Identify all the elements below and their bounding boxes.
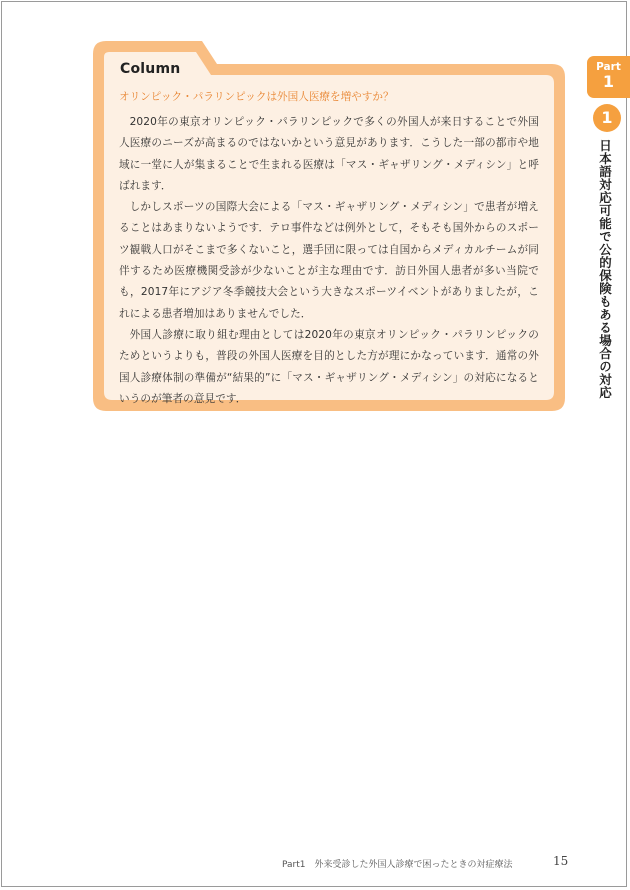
column-box [92,40,566,412]
part-number: 1 [602,72,615,91]
column-question: オリンピック・パラリンピックは外国人医療を増やすか？ [119,91,394,103]
column-content [119,87,539,410]
part-tab [587,56,630,98]
column-heading: Column [120,61,181,77]
chapter-number-badge: 1 [593,104,621,132]
part-label: Part [596,61,621,73]
column-paragraph: 2020年の東京オリンピック・パラリンピックで多くの外国人が来日することで外国人医療のニーズが高まるのではないかという意見があります．こうした一部の都市や地域に一堂に人が集まることで生まれる医療は「マス・ギャザリング・メディシン」と呼ばれます． [119,116,539,192]
column-paragraph: しかしスポーツの国際大会による「マス・ギャザリング・メディシン」で患者が増えることはあまりないようです．テロ事件などは例外として，そもそも国外からのスポーツ観戦人口がそこまで多くないこと，選手団に限っては自国からメディカルチームが同伴するため医療機関受診が少ないことが主な理由です．訪日外国人患者が多い当院でも，2017年にアジア冬季競技大会という大きなスポーツイベントがありましたが，これによる患者増加はありませんでした． [119,201,539,320]
running-title: Part1 外来受診した外国人診療で困ったときの対症療法 [282,860,513,870]
page-number: 15 [553,854,569,868]
column-paragraph: 外国人診療に取り組む理由としては2020年の東京オリンピック・パラリンピックのためというよりも，普段の外国人医療を目的とした方が理にかなっています．通常の外国人診療体制の準備が“結果的”に「マス・ギャザリング・メディシン」の対応になるというのが筆者の意見です． [119,328,539,405]
chapter-title: 日本語対応可能で公的保険もある場合の対応 [597,139,613,399]
